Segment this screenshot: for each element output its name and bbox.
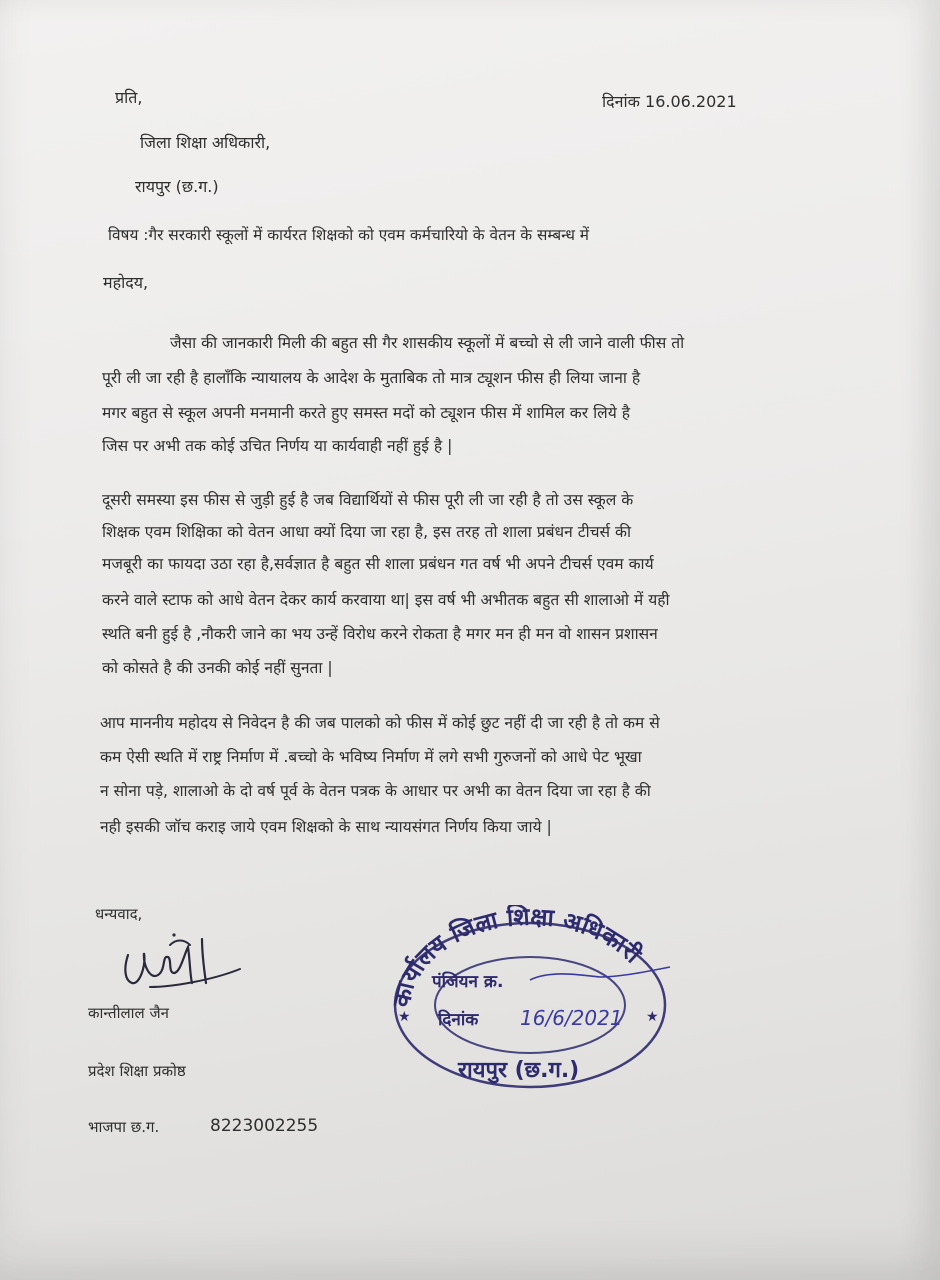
- office-stamp: [380, 905, 680, 1095]
- sender-phone: 8223002255: [210, 1116, 319, 1136]
- sender-name: कान्तीलाल जैन: [88, 1004, 169, 1022]
- sender-designation: प्रदेश शिक्षा प्रकोष्ठ: [88, 1062, 186, 1080]
- closing: धन्यवाद,: [95, 905, 143, 923]
- paragraph-2-line-2: शिक्षक एवम शिक्षिका को वेतन आधा क्यों दिया जा रहा है, इस तरह तो शाला प्रबंधन टीचर्स की: [102, 523, 632, 541]
- paragraph-1-line-3: मगर बहुत से स्कूल अपनी मनमानी करते हुए समस्त मदों को ट्यूशन फीस में शामिल कर लिये है: [102, 404, 630, 422]
- paragraph-3-line-4: नही इसकी जॉच कराइ जाये एवम शिक्षको के साथ न्यायसंगत निर्णय किया जाये |: [100, 818, 552, 836]
- letter-date: दिनांक 16.06.2021: [602, 92, 737, 111]
- paragraph-2-line-1: दूसरी समस्या इस फीस से जुड़ी हुई है जब विद्यार्थियों से फीस पूरी ली जा रही है तो उस स्कूल के: [102, 491, 634, 509]
- paragraph-2-line-5: स्थति बनी हुई है ,नौकरी जाने का भय उन्हें विरोध करने रोकता है मगर मन ही मन वो शासन प्रशासन: [102, 625, 658, 643]
- to-label: प्रति,: [115, 88, 143, 107]
- stamp-star-left-icon: ★: [398, 1009, 411, 1025]
- stamp-date-value: 16/6/2021: [520, 1006, 623, 1030]
- stamp-top-text: कार्यालय जिला शिक्षा अधिकारी: [387, 905, 647, 1010]
- stamp-star-right-icon: ★: [646, 1009, 659, 1025]
- sender-org: भाजपा छ.ग.: [88, 1118, 160, 1136]
- paragraph-3-line-3: न सोना पड़े, शालाओ के दो वर्ष पूर्व के वेतन पत्रक के आधार पर अभी का वेतन दिया जा रहा है की: [100, 782, 651, 800]
- recipient-line-2: रायपुर (छ.ग.): [135, 177, 219, 196]
- paragraph-3-line-1: आप माननीय महोदय से निवेदन है की जब पालको को फीस में कोई छुट नहीं दी जा रही है तो कम से: [100, 714, 660, 732]
- stamp-bottom-text: रायपुर (छ.ग.): [458, 1058, 580, 1083]
- paragraph-2-line-4: करने वाले स्टाफ को आधे वेतन देकर कार्य करवाया था| इस वर्ष भी अभीतक बहुत सी शालाओ में यही: [102, 591, 670, 609]
- paragraph-1-line-1: जैसा की जानकारी मिली की बहुत सी गैर शासकीय स्कूलों में बच्चो से ली जाने वाली फीस तो: [170, 334, 685, 352]
- paragraph-2-line-3: मजबूरी का फायदा उठा रहा है,सर्वज्ञात है बहुत सी शाला प्रबंधन गत वर्ष भी अपने टीचर्स एवम कार्य: [102, 555, 654, 573]
- salutation: महोदय,: [103, 273, 149, 292]
- stamp-reg-label: पंजियन क्र.: [432, 972, 504, 992]
- subject-line: विषय :गैर सरकारी स्कूलों में कार्यरत शिक्षको को एवम कर्मचारियो के वेतन के सम्बन्ध में: [108, 226, 590, 244]
- handwritten-signature: [110, 925, 250, 995]
- paragraph-1-line-4: जिस पर अभी तक कोई उचित निर्णय या कार्यवाही नहीं हुई है |: [102, 437, 453, 455]
- paragraph-2-line-6: को कोसते है की उनकी कोई नहीं सुनता |: [102, 659, 333, 677]
- stamp-date-label: दिनांक: [438, 1010, 479, 1030]
- paragraph-1-line-2: पूरी ली जा रही है हालाँकि न्यायालय के आदेश के मुताबिक तो मात्र ट्यूशन फीस ही लिया जाना है: [102, 369, 641, 387]
- paragraph-3-line-2: कम ऐसी स्थति में राष्ट्र निर्माण में .बच्चो के भविष्य निर्माण में लगे सभी गुरुजनों को आधे पेट भूखा: [100, 748, 642, 766]
- recipient-line-1: जिला शिक्षा अधिकारी,: [140, 133, 271, 152]
